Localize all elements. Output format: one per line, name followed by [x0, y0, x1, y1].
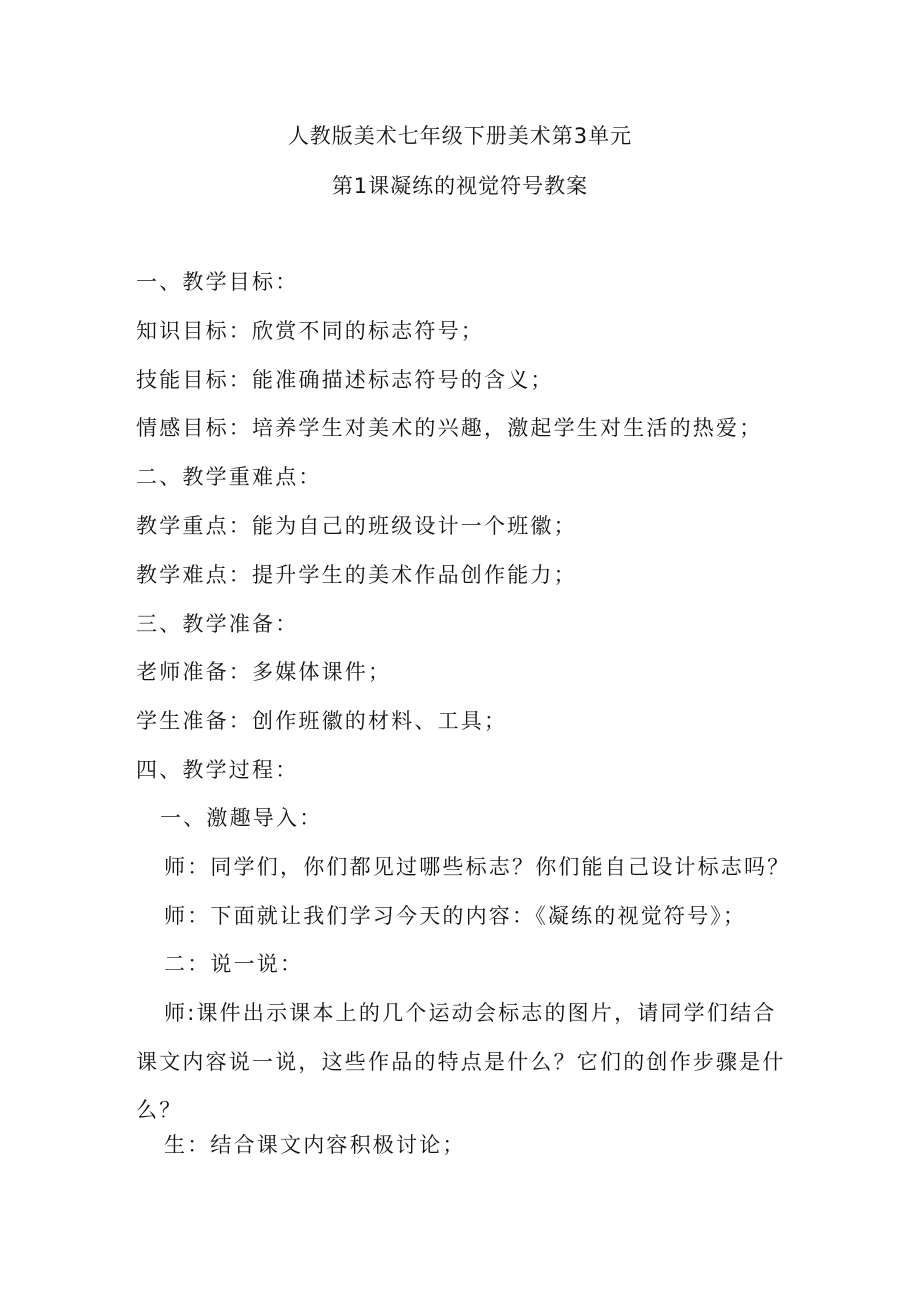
knowledge-goal: 知识目标：欣赏不同的标志符号； — [136, 319, 484, 343]
key-point: 教学重点：能为自己的班级设计一个班徽； — [136, 514, 577, 538]
document-title-line-2: 第1课凝练的视觉符号教案 — [331, 174, 589, 198]
section-heading-process: 四、教学过程： — [136, 758, 299, 782]
section-heading-key-points: 二、教学重难点： — [136, 465, 322, 489]
student-preparation: 学生准备：创作班徽的材料、工具； — [136, 709, 508, 733]
step2-teacher-line-3: 么？ — [136, 1098, 183, 1122]
teacher-preparation: 老师准备：多媒体课件； — [136, 660, 392, 684]
difficult-point: 教学难点：提升学生的美术作品创作能力； — [136, 563, 577, 587]
step1-teacher-question: 师：同学们，你们都见过哪些标志？你们能自己设计标志吗？ — [164, 855, 791, 879]
emotion-goal: 情感目标：培养学生对美术的兴趣，激起学生对生活的热爱； — [136, 416, 763, 440]
step2-student-response: 生：结合课文内容积极讨论； — [164, 1133, 466, 1157]
step2-teacher-line-2: 课文内容说一说，这些作品的特点是什么？它们的创作步骤是什 — [136, 1050, 786, 1074]
document-title-line-1: 人教版美术七年级下册美术第3单元 — [287, 124, 633, 148]
section-heading-objectives: 一、教学目标： — [136, 270, 299, 294]
skill-goal: 技能目标：能准确描述标志符号的含义； — [136, 368, 554, 392]
step2-heading: 二：说一说： — [164, 952, 304, 976]
step1-heading: 一、激趣导入： — [160, 806, 323, 830]
step2-teacher-line-1: 师:课件出示课本上的几个运动会标志的图片，请同学们结合 — [164, 1001, 777, 1025]
step1-teacher-intro: 师：下面就让我们学习今天的内容：《凝练的视觉符号》； — [164, 904, 747, 928]
section-heading-preparation: 三、教学准备： — [136, 612, 299, 636]
